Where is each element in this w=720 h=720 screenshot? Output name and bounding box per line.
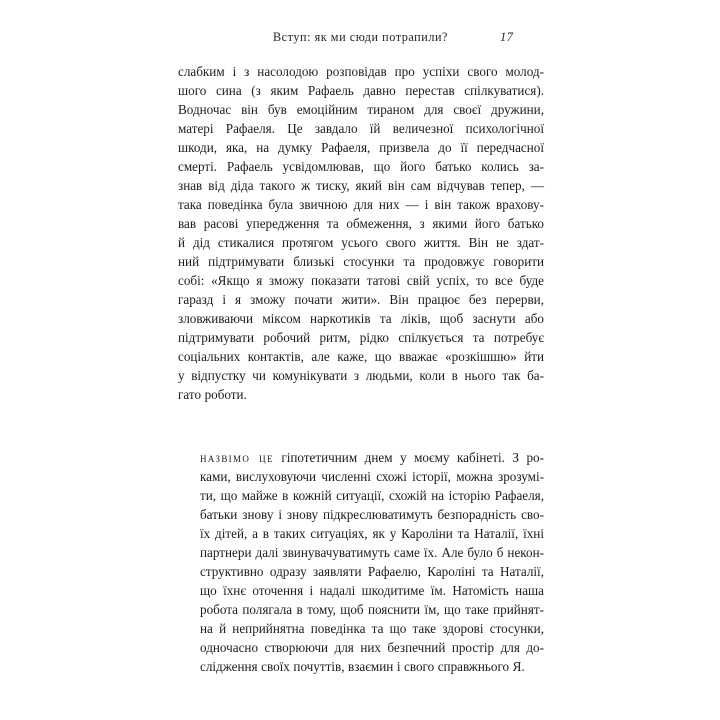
text-line: гаразд і я зможу почати жити». Він працює без перерви, xyxy=(178,292,544,307)
text-line: партнери далі звинувачуватимуть саме їх. Але було б некон- xyxy=(200,545,544,560)
text-line: знав від діда такого ж тиску, який він сам відчував тепер, — xyxy=(178,178,544,193)
text-line: у відпустку чи комунікувати з людьми, коли в нього так ба- xyxy=(178,368,544,383)
running-head xyxy=(178,30,543,48)
text-line: одночасно створюючи для них безпечний простір для до- xyxy=(200,640,544,655)
text-line: зловживаючи міксом наркотиків та ліків, щоб заснути або xyxy=(178,311,544,326)
text-line: гато роботи. xyxy=(178,387,247,402)
small-caps-lead-in: назвімо це xyxy=(200,450,274,465)
text-line: ти, що майже в кожній ситуації, схожій на історію Рафаеля, xyxy=(200,488,544,503)
text-line: й дід стикалися протягом усього свого життя. Він не здат- xyxy=(178,235,544,250)
text-line: соціальних контактів, але каже, що вважає «розкішшю» йти xyxy=(178,349,544,364)
text-line: собі: «Якщо я зможу показати татові свій успіх, то все буде xyxy=(178,273,544,288)
text-line: батьки знову і знову підкреслюватимуть безпорадність сво- xyxy=(200,507,544,522)
text-line: ний підтримувати близькі стосунки та продовжує говорити xyxy=(178,254,544,269)
text-line: Водночас він був емоційним тираном для своєї дружини, xyxy=(178,102,544,117)
page-number: 17 xyxy=(500,30,514,44)
text-line: робота полягала в тому, щоб пояснити їм, що таке прийнят- xyxy=(200,602,544,617)
text-line: що їхнє оточення і надалі шкодитиме їм. Натомість наша xyxy=(200,583,544,598)
text-line: ками, вислуховуючи численні схожі історії, можна зрозумі- xyxy=(200,469,544,484)
text-line: підтримувати робочий ритм, рідко спілкується та потребує xyxy=(178,330,544,345)
text-line: вав расові упередження та обмеження, з якими його батько xyxy=(178,216,544,231)
text-line: матері Рафаеля. Це завдало їй величезної психологічної xyxy=(178,121,544,136)
text-line: на й неприйнятна поведінка та що таке здорові стосунки, xyxy=(200,621,544,636)
text-line: назвімо це гіпотетичним днем у моєму кабінеті. З ро- xyxy=(200,450,544,465)
running-head-title: Вступ: як ми сюди потрапили? xyxy=(272,30,448,44)
text-line: шого сина (з яким Рафаель давно перестав спілкуватися). xyxy=(178,83,544,98)
text-line: така поведінка була звичною для них — і він також врахову- xyxy=(178,197,544,212)
body-text-block xyxy=(178,62,544,676)
text-line: їх дітей, а в таких ситуаціях, як у Кароліни та Наталії, їхні xyxy=(200,526,544,541)
text-line: шкоди, яка, на думку Рафаеля, призвела до її передчасної xyxy=(178,140,544,155)
paragraph-2 xyxy=(178,448,544,676)
text-line: слідження своїх почуттів, взаємин і свого справжнього Я. xyxy=(200,659,525,674)
paragraph-1 xyxy=(178,62,544,404)
text-line: смерті. Рафаель усвідомлював, що його батько колись за- xyxy=(178,159,544,174)
text-line: слабким і з насолодою розповідав про успіхи свого молод- xyxy=(178,64,544,79)
text-line: структивно одразу заявляти Рафаелю, Кароліні та Наталії, xyxy=(200,564,544,579)
